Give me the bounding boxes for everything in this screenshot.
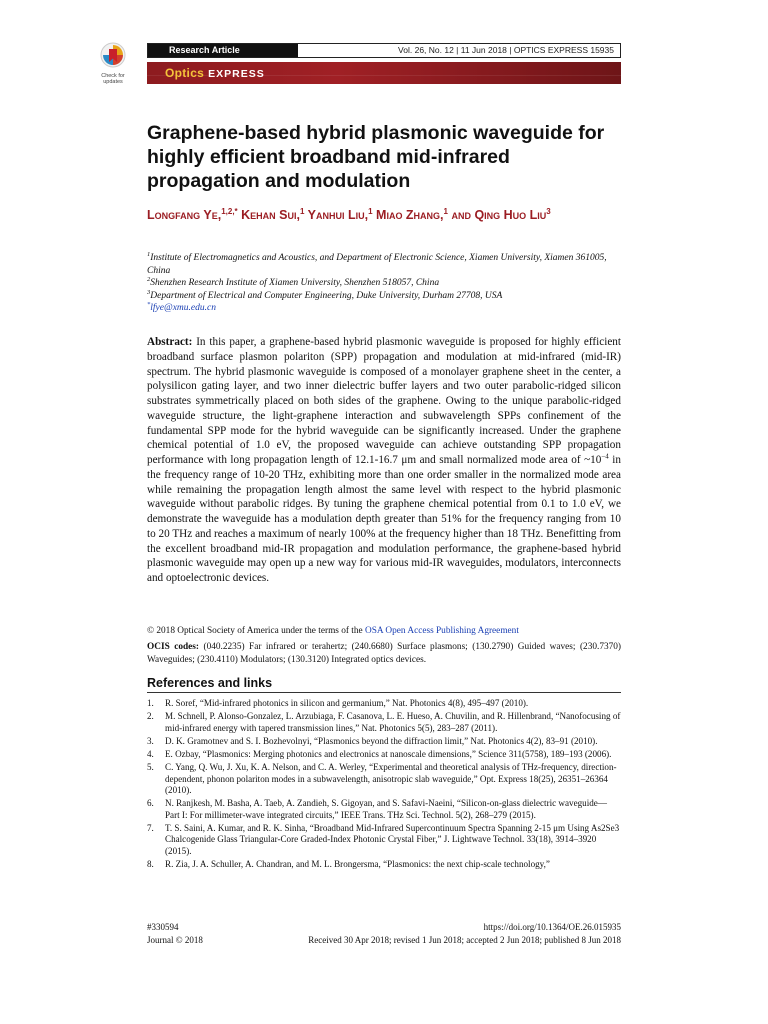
journal-header: [147, 43, 621, 58]
affiliation-item: [147, 277, 627, 290]
reference-item: [147, 698, 621, 709]
check-for-updates-badge[interactable]: [92, 42, 134, 90]
journal-brand-banner: [147, 62, 621, 84]
reference-text: M. Schnell, P. Alonso-Gonzalez, L. Arzubiaga, F. Casanova, L. E. Hueso, A. Chuvilin, and R. Hillenbrand, “Nanofocusing of mid-infrared energy with tapered transmission lines,” Nat. Photonics 5(5), 283–287 (2011).: [165, 711, 621, 733]
ocis-text: (040.2235) Far infrared or terahertz; (240.6680) Surface plasmons; (130.2790) Guided waves; (230.7370) Waveguides; (230.4110) Modulators; (130.3120) Integrated optics devices.: [147, 642, 622, 665]
abstract-text: In this paper, a graphene-based hybrid plasmonic waveguide is proposed for highly efficient broadband surface plasmon polariton (SPP) propagation and modulation at mid-infrared (mid-IR) spectrum. The hybrid plasmonic waveguide is composed of a monolayer graphene sheet in the center, a polysilicon gating layer, and two inner dielectric buffer layers and two outer parabolic-ridged silicon substrates symmetrically placed on both sides of the graphene. Owing to the unique parabolic-ridged waveguide structure, the light-graphene interaction and subwavelength SPPs confinement of the fundamental SPP mode for the hybrid waveguide can be significantly increased. Under the graphene chemical potential of 1.0 eV, the proposed waveguide can achieve outstanding SPP propagation performance with long propagation length of 12.1-16.7 μm and small normalized mode area of ~10: [147, 336, 621, 466]
copyright-notice: [147, 625, 621, 637]
reference-item: [147, 798, 621, 821]
affiliation-text: Shenzhen Research Institute of Xiamen University, Shenzhen 518057, China: [150, 278, 440, 288]
email-sup: *: [147, 300, 151, 308]
reference-number: 5.: [147, 762, 154, 773]
copyright-text: © 2018 Optical Society of America under the terms of the: [147, 626, 365, 636]
author-list: [147, 206, 627, 225]
publication-dates: Received 30 Apr 2018; revised 1 Jun 2018; accepted 2 Jun 2018; published 8 Jun 2018: [308, 935, 621, 945]
reference-number: 6.: [147, 798, 154, 809]
page-footer: [147, 921, 621, 947]
bookmark-icon: [100, 42, 126, 72]
affiliation-item: [147, 290, 627, 303]
reference-text: N. Ranjkesh, M. Basha, A. Taeb, A. Zandieh, S. Gigoyan, and S. Safavi-Naeini, “Silicon-on-glass dielectric waveguide—Part I: For millimeter-wave integrated circuits,” IEEE Trans. THz Sci. Technol. 5(2), 268–279 (2015).: [165, 798, 607, 820]
author-name: Yanhui Liu,: [307, 208, 369, 222]
manuscript-id: #330594: [147, 922, 179, 932]
reference-number: 1.: [147, 698, 154, 708]
reference-item: [147, 762, 621, 796]
reference-number: 7.: [147, 822, 154, 833]
affiliation-text: Institute of Electromagnetics and Acoustics, and Department of Electronic Science, Xiamen University, Xiamen 361005, China: [147, 253, 607, 276]
reference-item: [147, 823, 621, 857]
author-name: Miao Zhang,: [376, 208, 444, 222]
abstract-text-cont: in the frequency range of 10-20 THz, exhibiting more than one order smaller in the normalized mode area while remaining the propagation length almost the same level with respect to the hybrid plasmonic waveguide without parabolic ridges. By tuning the graphene chemical potential from 0.1 to 1.0 eV, we demonstrate the waveguide has a modulation depth greater than 51% for the frequency ranging from 10 to 20 THz and reaches a maximum of nearly 100% at the frequency higher than 18 THz. Benefitting from the excellent broadband mid-IR propagation and modulation performance, the graphene-based hybrid plasmonic waveguide may open up a new way for various mid-IR waveguides, modulators, interconnects and optoelectronic devices.: [147, 454, 621, 584]
affiliation-sup: 3: [147, 288, 151, 296]
abstract-exponent: −4: [601, 452, 609, 461]
reference-text: E. Ozbay, “Plasmonics: Merging photonics and electronics at nanoscale dimensions,” Science 311(5758), 189–193 (2006).: [165, 749, 612, 760]
references-heading: References and links: [147, 676, 273, 690]
article-type: Research Article: [148, 44, 298, 57]
reference-text: C. Yang, Q. Wu, J. Xu, K. A. Nelson, and C. A. Werley, “Experimental and theoretical analysis of THz-frequency, direction-dependent, phonon polariton modes in a subwavelength, anisotropic slab waveguide,” Opt. Express 18(25), 26351–26364 (2010).: [165, 762, 617, 796]
references-divider: [147, 692, 621, 693]
reference-item: [147, 711, 621, 734]
reference-text: T. S. Saini, A. Kumar, and R. K. Sinha, “Broadband Mid-Infrared Supercontinuum Spectra Spanning 2-15 μm Using As2Se3 Chalcogenide Glass Triangular-Core Graded-Index Photonic Crystal Fiber,” J. Lightwave Technol. 33(18), 3914–3920 (2015).: [165, 822, 620, 856]
author-name: Longfang Ye,: [147, 208, 222, 222]
reference-item: [147, 859, 621, 870]
paper-title: Graphene-based hybrid plasmonic waveguide for highly efficient broadband mid-infrared propagation and modulation: [147, 122, 605, 192]
affiliation-text: Department of Electrical and Computer Engineering, Duke University, Durham 27708, USA: [150, 290, 503, 301]
reference-number: 8.: [147, 858, 154, 869]
author-name: Qing Huo Liu: [474, 208, 547, 222]
journal-logo: [165, 65, 265, 82]
badge-line2: updates: [103, 79, 123, 85]
abstract: [147, 335, 621, 586]
ocis-label: OCIS codes:: [147, 642, 200, 652]
author-name: Kehan Sui,: [241, 208, 300, 222]
reference-number: 2.: [147, 711, 154, 722]
author-affil-sup: 1: [368, 206, 373, 216]
author-affil-sup: 1: [443, 206, 448, 216]
badge-line1: Check for: [101, 73, 125, 79]
email-link[interactable]: lfye@xmu.edu.cn: [150, 303, 216, 313]
reference-list: [147, 698, 621, 872]
license-link[interactable]: OSA Open Access Publishing Agreement: [365, 626, 519, 636]
affiliation-sup: 2: [147, 275, 151, 283]
affiliations: [147, 252, 627, 315]
reference-number: 3.: [147, 735, 154, 746]
reference-text: D. K. Gramotnev and S. I. Bozhevolnyi, “Plasmonics beyond the diffraction limit,” Nat. Photonics 4(2), 83–91 (2010).: [165, 735, 598, 746]
affiliation-sup: 1: [147, 250, 151, 258]
email-line: [147, 302, 627, 315]
reference-number: 4.: [147, 749, 154, 760]
volume-info: Vol. 26, No. 12 | 11 Jun 2018 | OPTICS EXPRESS 15935: [398, 45, 614, 55]
doi-link[interactable]: https://doi.org/10.1364/OE.26.015935: [483, 922, 621, 932]
reference-text: R. Soref, “Mid-infrared photonics in silicon and germanium,” Nat. Photonics 4(8), 495–497 (2010).: [165, 698, 529, 708]
reference-item: [147, 736, 621, 747]
logo-express: EXPRESS: [208, 68, 265, 80]
ocis-codes: [147, 641, 621, 666]
author-affil-sup: 1: [299, 206, 305, 216]
logo-optics: Optics: [165, 66, 205, 80]
journal-copyright: Journal © 2018: [147, 935, 203, 945]
author-affil-sup: 1,2,*: [221, 206, 238, 216]
abstract-label: Abstract:: [147, 336, 193, 348]
affiliation-item: [147, 252, 627, 277]
author-and: and: [451, 208, 471, 222]
reference-item: [147, 749, 621, 760]
author-affil-sup: 3: [546, 206, 551, 216]
reference-text: R. Zia, J. A. Schuller, A. Chandran, and M. L. Brongersma, “Plasmonics: the next chip-scale technology,”: [165, 858, 550, 869]
